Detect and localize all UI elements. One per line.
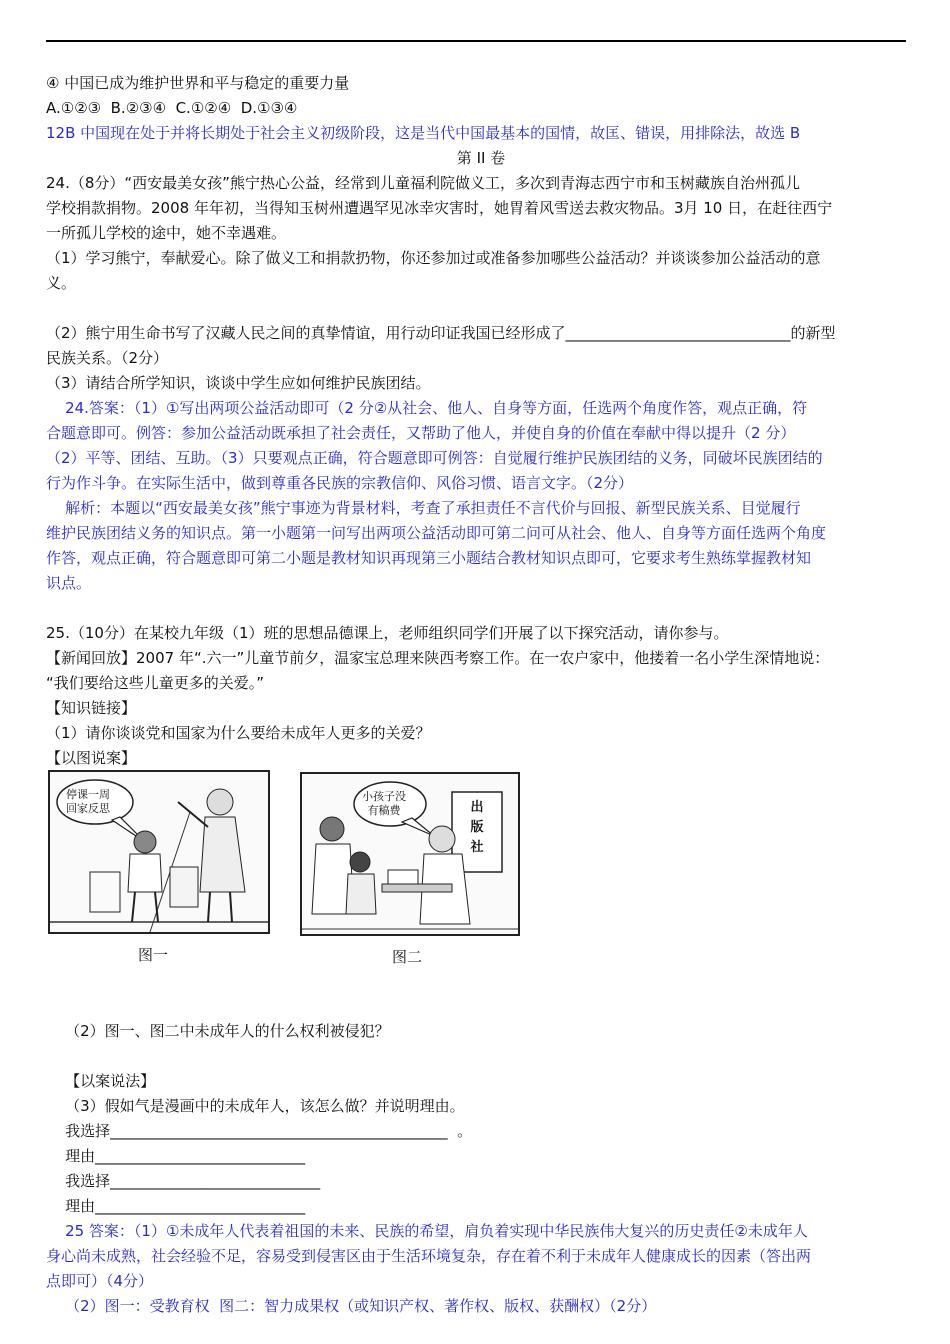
- q25-picture-heading: 【以图说案】: [46, 749, 137, 767]
- q24-sub2-line1: （2）熊宁用生命书写了汉藏人民之间的真挚情谊，用行动印证我国已经形成了______________________________的新型: [46, 324, 836, 342]
- q25-case-heading: 【以案说法】: [46, 1072, 156, 1090]
- q24-sub3: （3）请结合所学知识，谈谈中学生应如何维护民族团结。: [46, 374, 431, 392]
- q25-news: 【新闻回放】2007 年“.六一”儿童节前夕，温家宝总理来陕西考察工作。在一农户家中，他搂着一名小学生深情地说：: [46, 649, 830, 667]
- cartoon-figure-1: [48, 770, 270, 934]
- choice-blank-1: 我选择_____________________________________________ 。: [46, 1122, 473, 1140]
- a25-line3: 点即可）（4分）: [46, 1272, 154, 1290]
- q24-sub2-line2: 民族关系。（2分）: [46, 349, 169, 367]
- q24-line2: 学校捐款捐物。2008 年年初，当得知玉树州遭遇罕见冰幸灾害时，她胃着风雪送去救灾物品。3月 10 日，在赶往西宁: [46, 199, 833, 217]
- q25-line1: 25.（10分）在某校九年级（1）班的思想品德课上，老师组织同学们开展了以下探究活动，请你参与。: [46, 624, 729, 642]
- a24-line4: 行为作斗争。在实际生活中，做到尊重各民族的宗教信仰、风俗习惯、语言文字。（2分）: [46, 474, 634, 492]
- q24-line1: 24.（8分）“西安最美女孩”熊宁热心公益，经常到儿童福利院做义工，多次到青海志西宁市和玉树藏族自治州孤儿: [46, 174, 800, 192]
- q25-sub1: （1）请你谈谈党和国家为什么要给未成年人更多的关爱？: [46, 724, 431, 742]
- cartoon-1-speech: 停课一周 回家反思: [66, 788, 110, 815]
- q25-knowledge-heading: 【知识链接】: [46, 699, 137, 717]
- q24-sub1-line1: （1）学习熊宁，奉献爱心。除了做义工和捐款扔物，你还参加过或准备参加哪些公益活动？并谈谈参加公益活动的意: [46, 249, 821, 267]
- analysis-line2: 维护民族团结义务的知识点。第一小题第一问写出两项公益活动即可第二问可从社会、他人、自身等方面任选两个角度: [46, 524, 827, 542]
- a25-line1: 25 答案：（1）①未成年人代表着祖国的未来、民族的希望，肩负着实现中华民族伟大复兴的历史责任②未成年人: [46, 1222, 808, 1240]
- choice-blank-2: 我选择____________________________: [46, 1172, 321, 1190]
- cartoon-2-sign: 出版社: [470, 800, 484, 855]
- analysis-line1: 解析：本题以“西安最美女孩”熊宁事迹为背景材料，考查了承担责任不言代价与回报、新型民族关系、目觉履行: [46, 499, 801, 517]
- q25-quote: “我们要给这些儿童更多的关爱。”: [46, 674, 265, 692]
- analysis-line4: 识点。: [46, 574, 92, 592]
- figure-2-caption: 图二: [392, 948, 423, 966]
- reason-blank-1: 理由____________________________: [46, 1147, 306, 1165]
- a25-line2: 身心尚未成熟，社会经验不足，容易受到侵害区由于生活环境复杂，存在着不利于未成年人健康成长的因素（答出两: [46, 1247, 812, 1265]
- answer-12: 12B 中国现在处于并将长期处于社会主义初级阶段，这是当代中国最基本的国情，故匡、错误，用排除法，故选 B: [46, 124, 801, 142]
- figure-1-caption: 图一: [138, 946, 169, 964]
- cartoon-figure-2: [300, 772, 520, 936]
- cartoon-2-speech: 小孩子没 有稿费: [362, 790, 406, 817]
- q25-sub3: （3）假如气是漫画中的未成年人，该怎么做？并说明理由。: [46, 1097, 465, 1115]
- q24-line3: 一所孤儿学校的途中，她不幸遇难。: [46, 224, 287, 242]
- section-title: 第 II 卷: [456, 149, 506, 167]
- q25-sub2: （2）图一、图二中未成年人的什么权利被侵犯？: [46, 1022, 390, 1040]
- reason-blank-2: 理由____________________________: [46, 1197, 306, 1215]
- analysis-line3: 作答，观点正确，符合题意即可第二小题是教材知识再现第三小题结合教材知识点即可，它要求考生熟练掌握教材知: [46, 549, 812, 567]
- choices: A.①②③ B.②③④ C.①②④ D.①③④: [46, 99, 298, 117]
- option-4: ④ 中国已成为维护世界和平与稳定的重要力量: [46, 74, 350, 92]
- a25-line4: （2）图一：受教育权 图二：智力成果权（或知识产权、著作权、版权、获酬权）（2分）: [46, 1297, 657, 1315]
- a24-line3: （2）平等、团结、互助。（3）只要观点正确，符合题意即可例答：自觉履行维护民族团结的义务，同破坏民族团结的: [46, 449, 823, 467]
- a24-line2: 合题意即可。例答：参加公益活动既承担了社会责任，又帮助了他人，并使自身的价值在奉献中得以提升（2 分）: [46, 424, 796, 442]
- top-rule: [46, 40, 906, 42]
- q24-sub1-line2: 义。: [46, 274, 77, 292]
- a24-line1: 24.答案：（1）①写出两项公益活动即可（2 分②从社会、他人、自身等方面，任选两个角度作答，观点正确，符: [46, 399, 808, 417]
